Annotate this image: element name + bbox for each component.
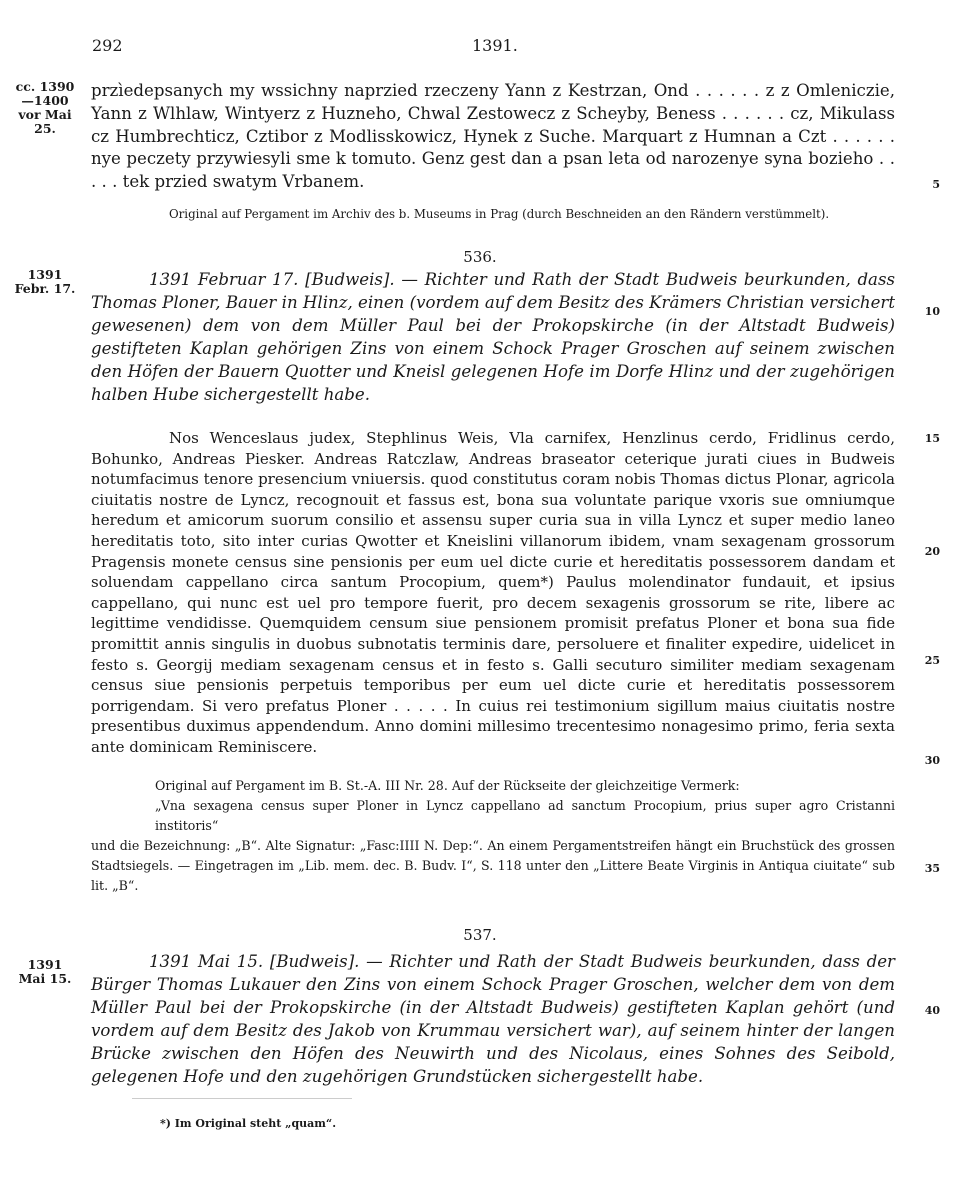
line-number-30: 30 [924,754,940,767]
page-number: 292 [92,36,123,55]
doc537-number: 537. [463,926,497,944]
doc536-number: 536. [463,248,497,266]
footnote: *) Im Original steht „quam“. [160,1117,337,1130]
doc536-notes [91,776,895,896]
margin-date-535: cc. 1390 —1400 vor Mai 25. [15,79,75,136]
doc535-text: przìedepsanych my wssichny naprzied rzeczeny Yann z Kestrzan, Ond . . . . . . z z Omleniczie, Yann z Wlhlaw, Wintyerz z Huzneho, Chwal Zestowecz z Scheyby, Beness . . . . . . cz, Mikulass cz Humbrechticz, Cztibor z Modlisskowicz, Hynek z Suche. Marquart z Humnan a Czt . . . . . . nye peczety przywiesyli sme k tomuto. Genz gest dan a psan leta od narozenye syna bozieho . . . . . tek przied swatym Vrbanem. [91,81,895,192]
page-header [0,36,960,60]
line-number-5: 5 [932,178,940,191]
doc537-summary: 1391 Mai 15. [Budweis]. — Richter und Rath der Stadt Budweis beurkunden, dass der Bürger Thomas Lukauer den Zins von einem Schock Prager Groschen, welcher dem von dem Müller Paul bei der Prokopskirche (in der Altstadt Budweis) gestifteten Kaplan gehört (und vordem auf dem Besitz des Jakob von Krummau versichert war), auf seinem hinter der langen Brücke zwischen den Höfen des Neuwirth und des Nicolaus, eines Sohnes des Seibold, gelegenen Hofe und den zugehörigen Grundstücken sichergestellt habe. [91,952,895,1086]
running-year: 1391. [472,36,518,55]
line-number-35: 35 [924,862,940,875]
doc536-note-signature: und die Bezeichnung: „B“. Alte Signatur: „Fasc:IIII N. Dep:“. An einem Pergamentstreifen hängt ein Bruchstück des grossen Stadtsiegels. — Eingetragen im „Lib. mem. dec. B. Budv. I“, S. 118 unter den „Littere Beate Virginis in Antiqua ciuitate“ sub lit. „B“. [91,838,895,893]
line-number-10: 10 [924,305,940,318]
line-number-15: 15 [924,432,940,445]
line-number-25: 25 [924,654,940,667]
doc536-note-endorsement: „Vna sexagena census super Ploner in Lyncz cappellano ad sanctum Procopium, prius super agro Cristanni institoris“ [155,798,895,833]
doc536-note-source: Original auf Pergament im B. St.-A. III Nr. 28. Auf der Rückseite der gleichzeitige Vermerk: [155,778,740,793]
line-number-20: 20 [924,545,940,558]
doc535-source-note: Original auf Pergament im Archiv des b. Museums in Prag (durch Beschneiden an den Rändern verstümmelt). [169,207,830,221]
margin-date-537: 1391 Mai 15. [18,957,72,986]
line-number-40: 40 [924,1004,940,1017]
doc536-text: Nos Wenceslaus judex, Stephlinus Weis, Vla carnifex, Henzlinus cerdo, Fridlinus cerdo, Bohunko, Andreas Piesker. Andreas Ratczlaw, Andreas braseator ceterique jurati ciues in Budweis notumfacimus tenore presencium vniuersis. quod constitutus coram nobis Thomas dictus Plonar, agricola ciuitatis nostre de Lyncz, recognouit et fassus est, bona sua voluntate parique vxoris sue omniumque heredum et amicorum suorum consilio et assensu super curia sua in villa Lyncz et super medio laneo hereditatis toto, sito inter curias Qwotter et Kneislini villanorum ibidem, vnam sexagenam grossorum Pragensis monete census sine pensionis per eum uel dicte curie et hereditatis possessorem dandam et soluendam cappellano circa santum Procopium, quem*) Paulus molendinator fundauit, et ipsius cappellano, qui nunc est uel pro tempore fuerit, pro decem sexagenis grossorum se rite, libere ac legittime vendidisse. Quemquidem censum siue pensionem promisit prefatus Ploner et bona sua fide promittit annis singulis in duobus subnotatis terminis dare, persoluere et finaliter expedire, uidelicet in festo s. Georgij mediam sexagenam census et in festo s. Galli secuturo similiter mediam sexagenam census siue pensionis perpetuis temporibus per eum uel dicte curie et hereditatis possessorem porrigendam. Si vero prefatus Ploner . . . . . In cuius rei testimonium sigillum maius ciuitatis nostre presentibus duximus appendendum. Anno domini millesimo trecentesimo nonagesimo primo, feria sexta ante dominicam Reminiscere. [91,429,895,756]
doc536-summary: 1391 Februar 17. [Budweis]. — Richter und Rath der Stadt Budweis beurkunden, dass Thomas Ploner, Bauer in Hlinz, einen (vordem auf dem Besitz des Krämers Christian versichert gewesenen) dem von dem Müller Paul bei der Prokopskirche (in der Altstadt Budweis) gestifteten Kaplan gehörigen Zins von einem Schock Prager Groschen auf seinem zwischen den Höfen der Bauern Quotter und Kneisl gelegenen Hofe im Dorfe Hlinz und der zugehörigen halben Hube sichergestellt habe. [91,270,895,404]
footnote-rule [132,1098,352,1099]
margin-date-536: 1391 Febr. 17. [14,267,76,296]
